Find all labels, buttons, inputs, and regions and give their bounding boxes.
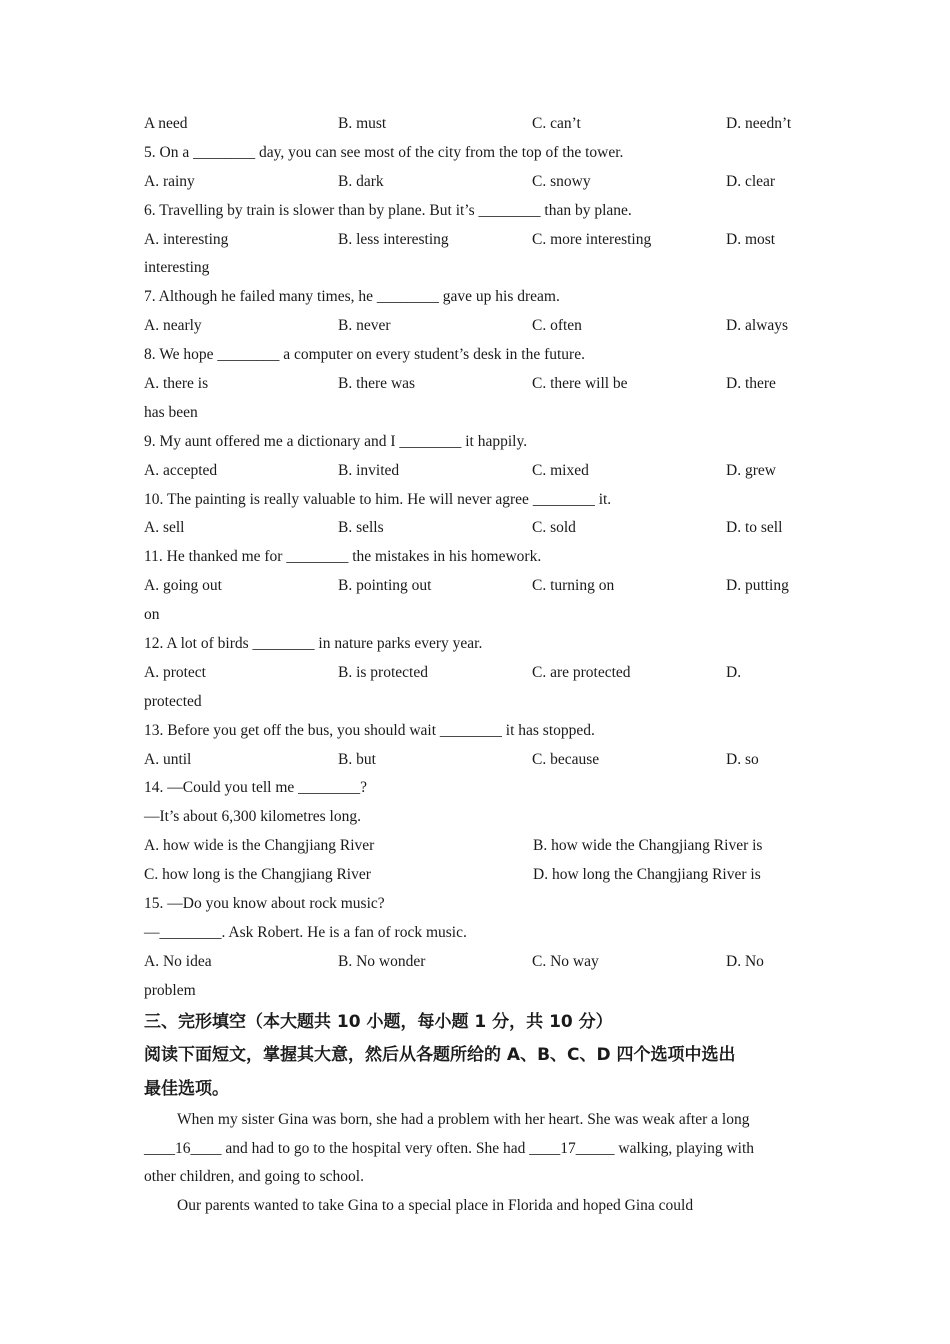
option-d[interactable]: D. grew: [726, 461, 776, 479]
option-d[interactable]: D. always: [726, 317, 788, 335]
q11-options: [144, 572, 804, 601]
option-a[interactable]: A. going out: [144, 577, 222, 595]
option-b[interactable]: B. invited: [338, 461, 400, 479]
option-b[interactable]: B. must: [338, 115, 387, 132]
option-a[interactable]: A. No idea: [144, 952, 212, 970]
option-b[interactable]: B. sells: [338, 519, 384, 537]
q7-options: [144, 312, 804, 341]
option-d[interactable]: D. putting: [726, 577, 789, 595]
option-c[interactable]: C. turning on: [532, 577, 615, 595]
q12-stem: 12. A lot of birds ________ in nature parks every year.: [144, 635, 483, 653]
option-a[interactable]: A. nearly: [144, 317, 202, 335]
option-b[interactable]: B. pointing out: [338, 577, 432, 595]
option-c[interactable]: C. are protected: [532, 663, 631, 681]
option-c[interactable]: C. there will be: [532, 375, 628, 393]
option-a[interactable]: A. accepted: [144, 461, 218, 479]
blank-17[interactable]: ____17_____: [529, 1139, 615, 1157]
option-b[interactable]: B. is protected: [338, 663, 428, 681]
option-d[interactable]: D. most: [726, 230, 776, 248]
option-c[interactable]: C. because: [532, 750, 600, 768]
option-a[interactable]: A. interesting: [144, 230, 229, 248]
option-d[interactable]: D. clear: [726, 172, 776, 190]
q13-options: [144, 746, 804, 775]
q14-stem: 14. —Could you tell me ________?: [144, 779, 368, 797]
blank-16[interactable]: ____16____: [144, 1139, 222, 1157]
option-d[interactable]: D. needn’t: [726, 115, 792, 132]
q9-stem: 9. My aunt offered me a dictionary and I ________ it happily.: [144, 432, 528, 450]
option-a[interactable]: A. protect: [144, 663, 206, 681]
option-b[interactable]: B. never: [338, 317, 391, 335]
q14-options-ab: [144, 832, 804, 861]
passage-p2-line1: Our parents wanted to take Gina to a special place in Florida and hoped Gina could: [177, 1197, 694, 1215]
option-a[interactable]: A need: [144, 115, 188, 132]
q5-stem: 5. On a ________ day, you can see most of the city from the top of the tower.: [144, 143, 624, 161]
option-d[interactable]: D. so: [726, 750, 759, 768]
q10-options: [144, 514, 804, 543]
section-title: 三、完形填空（本大题共 10 小题，每小题 1 分，共 10 分）: [144, 1011, 613, 1032]
option-a[interactable]: A. sell: [144, 519, 185, 537]
q11-option-d-wrap: on: [144, 606, 160, 624]
option-d[interactable]: D.: [726, 663, 742, 681]
option-a[interactable]: A. how wide is the Changjiang River: [144, 837, 375, 855]
q13-stem: 13. Before you get off the bus, you should wait ________ it has stopped.: [144, 721, 595, 739]
passage-p1-line1: When my sister Gina was born, she had a problem with her heart. She was weak after a long: [177, 1110, 750, 1128]
passage-text: walking, playing with: [614, 1139, 755, 1157]
q5-options: [144, 168, 804, 197]
option-d[interactable]: D. there: [726, 375, 776, 393]
q6-stem: 6. Travelling by train is slower than by plane. But it’s ________ than by plane.: [144, 201, 632, 219]
option-c[interactable]: C. often: [532, 317, 582, 335]
q15-stem: 15. —Do you know about rock music?: [144, 895, 385, 913]
option-c[interactable]: C. sold: [532, 519, 576, 537]
q15-response: —________. Ask Robert. He is a fan of rock music.: [144, 923, 467, 941]
q6-options: [144, 226, 804, 255]
option-d[interactable]: D. to sell: [726, 519, 783, 537]
option-c[interactable]: C. No way: [532, 952, 599, 970]
option-d[interactable]: D. how long the Changjiang River is: [533, 866, 761, 884]
option-b[interactable]: B. there was: [338, 375, 416, 393]
q4-options: [144, 110, 804, 139]
option-a[interactable]: A. until: [144, 750, 192, 768]
q15-options: [144, 948, 804, 977]
q6-option-d-wrap: interesting: [144, 259, 210, 277]
q14-options-cd: [144, 861, 804, 890]
option-c[interactable]: C. more interesting: [532, 230, 652, 248]
q12-options: [144, 659, 804, 688]
q15-option-d-wrap: problem: [144, 981, 196, 999]
option-b[interactable]: B. less interesting: [338, 230, 449, 248]
option-a[interactable]: A. rainy: [144, 172, 195, 190]
option-a[interactable]: A. there is: [144, 375, 209, 393]
q8-options: [144, 370, 804, 399]
q9-options: [144, 457, 804, 486]
q10-stem: 10. The painting is really valuable to him. He will never agree ________ it.: [144, 490, 612, 508]
passage-text: and had to go to the hospital very often. She had: [221, 1139, 530, 1157]
option-d[interactable]: D. No: [726, 952, 764, 970]
section-instruction-line2: 最佳选项。: [144, 1078, 229, 1099]
q11-stem: 11. He thanked me for ________ the mistakes in his homework.: [144, 548, 542, 566]
q12-option-d-wrap: protected: [144, 692, 202, 710]
option-b[interactable]: B. dark: [338, 172, 384, 190]
q7-stem: 7. Although he failed many times, he ________ gave up his dream.: [144, 288, 560, 306]
passage-p1-line3: other children, and going to school.: [144, 1168, 364, 1186]
passage-p1-line2: [144, 1135, 804, 1164]
option-b[interactable]: B. how wide the Changjiang River is: [533, 837, 763, 855]
q14-response: —It’s about 6,300 kilometres long.: [144, 808, 361, 826]
option-c[interactable]: C. mixed: [532, 461, 589, 479]
q8-option-d-wrap: has been: [144, 403, 198, 421]
option-b[interactable]: B. No wonder: [338, 952, 426, 970]
option-b[interactable]: B. but: [338, 750, 376, 768]
document-page: [144, 110, 804, 1221]
option-c[interactable]: C. can’t: [532, 115, 581, 132]
option-c[interactable]: C. how long is the Changjiang River: [144, 866, 371, 884]
section-instruction-line1: 阅读下面短文，掌握其大意，然后从各题所给的 A、B、C、D 四个选项中选出: [144, 1044, 736, 1065]
option-c[interactable]: C. snowy: [532, 172, 591, 190]
q8-stem: 8. We hope ________ a computer on every student’s desk in the future.: [144, 346, 585, 364]
